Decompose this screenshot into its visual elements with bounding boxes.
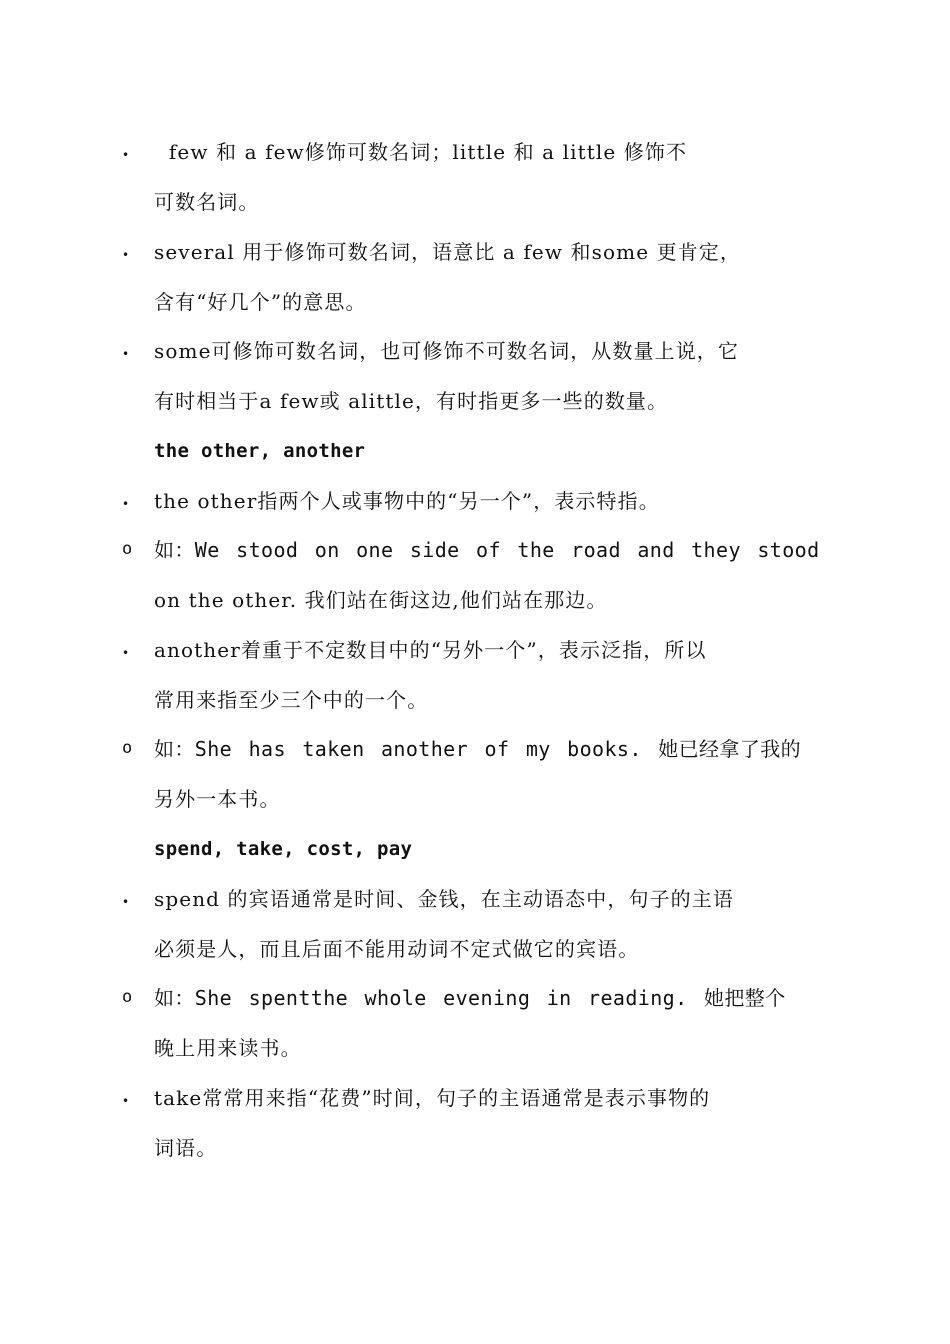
list-item-text-continued: 可数名词。: [154, 190, 260, 214]
list-item-text: the other指两个人或事物中的“另一个”，表示特指。: [154, 489, 660, 513]
list-item-text: spend 的宾语通常是时间、金钱，在主动语态中，句子的主语: [154, 887, 734, 911]
example-text: 如：She spentthe whole evening in reading. 她把整个: [154, 986, 786, 1010]
list-item-text: another着重于不定数目中的“另外一个”，表示泛指，所以: [154, 638, 707, 662]
bullet-marker: •: [122, 1094, 130, 1108]
sub-bullet-marker: o: [122, 738, 133, 758]
example-text-continued: on the other. 我们站在街这边,他们站在那边。: [154, 588, 608, 612]
list-item-text: some可修饰可数名词，也可修饰不可数名词，从数量上说，它: [154, 339, 740, 363]
list-item-text-continued: 有时相当于a few或 alittle，有时指更多一些的数量。: [154, 389, 669, 413]
bullet-marker: •: [122, 347, 130, 361]
sub-bullet-marker: o: [122, 987, 133, 1007]
list-item-text: take常常用来指“花费”时间，句子的主语通常是表示事物的: [154, 1086, 711, 1110]
section-heading: spend, take, cost, pay: [154, 838, 413, 860]
bullet-marker: •: [122, 248, 130, 262]
example-text-continued: 另外一本书。: [154, 787, 281, 811]
bullet-marker: •: [122, 646, 130, 660]
list-item-text: few 和 a few修饰可数名词；little 和 a little 修饰不: [154, 140, 688, 164]
example-text: 如：We stood on one side of the road and they stood: [154, 538, 820, 562]
list-item-text: several 用于修饰可数名词，语意比 a few 和some 更肯定，: [154, 240, 741, 264]
example-text-continued: 晚上用来读书。: [154, 1036, 302, 1060]
section-heading: the other, another: [154, 440, 366, 462]
bullet-marker: •: [122, 895, 130, 909]
list-item-text-continued: 常用来指至少三个中的一个。: [154, 688, 429, 712]
bullet-marker: •: [122, 497, 130, 511]
list-item-text-continued: 词语。: [154, 1136, 218, 1160]
example-text: 如：She has taken another of my books. 她已经拿了我的: [154, 737, 802, 761]
list-item-text-continued: 含有“好几个”的意思。: [154, 290, 367, 314]
list-item-text-continued: 必须是人，而且后面不能用动词不定式做它的宾语。: [154, 937, 640, 961]
sub-bullet-marker: o: [122, 539, 133, 559]
bullet-marker: •: [122, 148, 130, 162]
